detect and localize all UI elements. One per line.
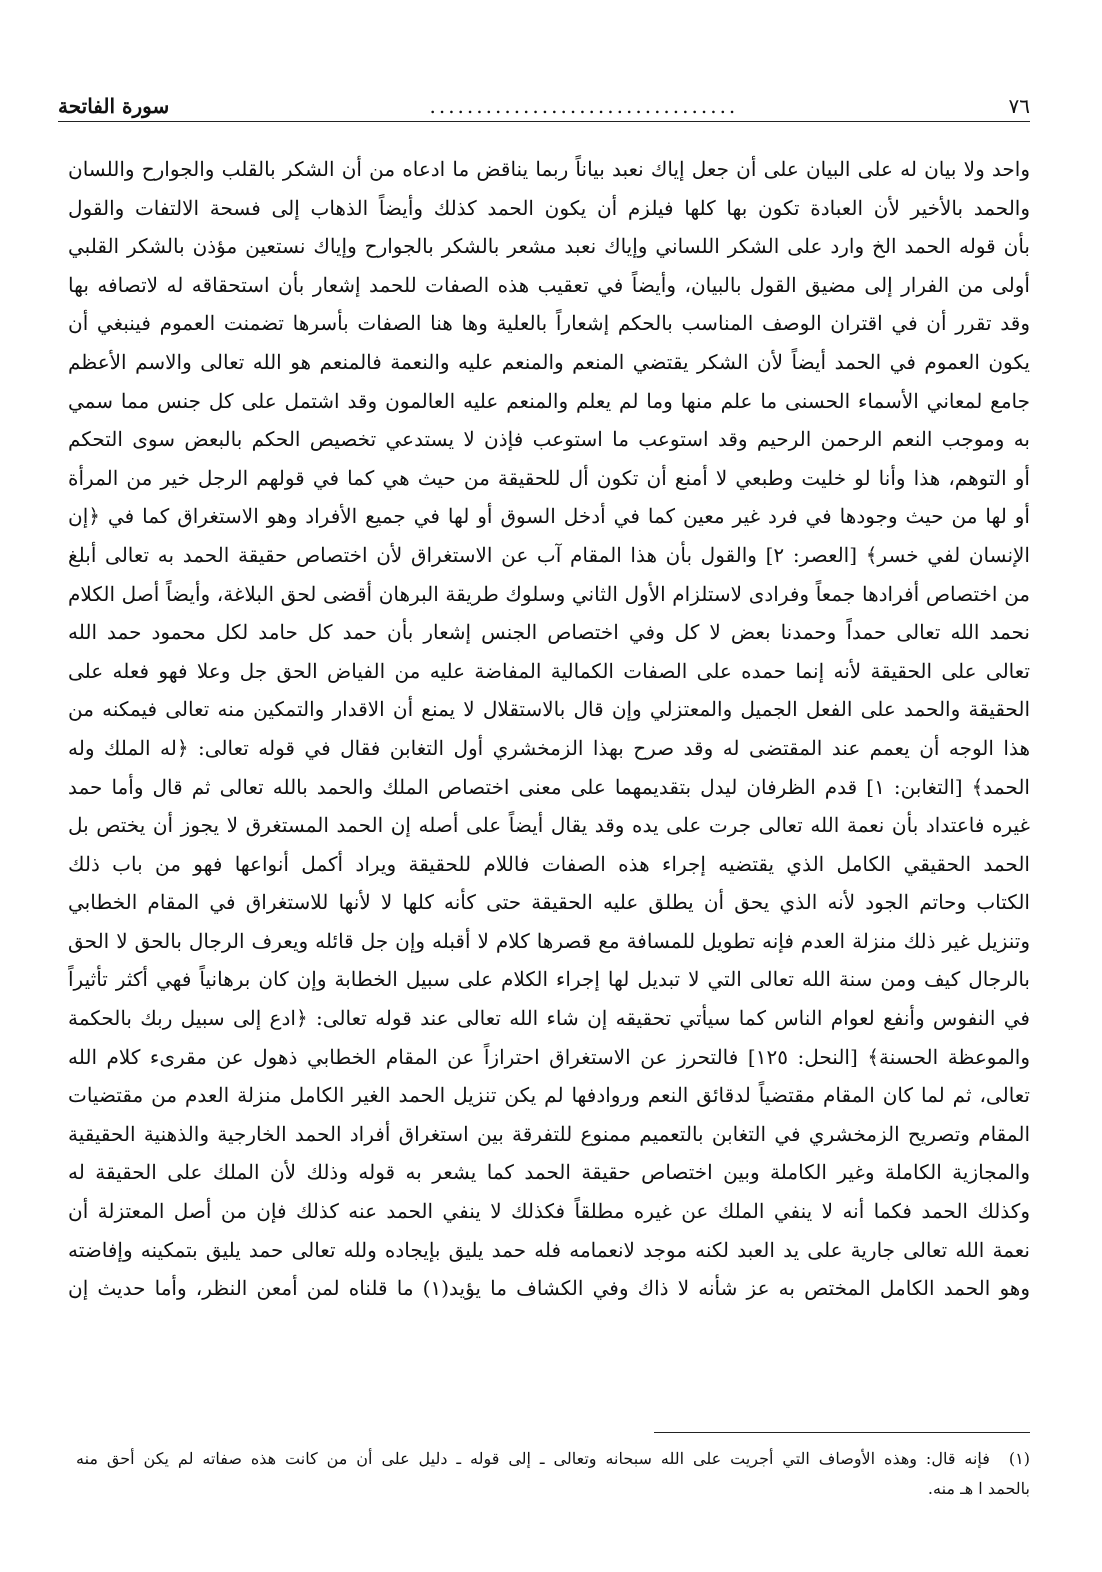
text-line: نحمد الله تعالى حمداً وحمدنا بعض لا كل وفي اختصاص الجنس إشعار بأن حمد كل حامد لكل محمود حمد الله <box>68 620 1030 645</box>
text-line: والمجازية الكاملة وغير الكاملة وبين اختصاص حقيقة الحمد كما يشعر به قوله وذلك لأن الملك على الحقيقة له <box>68 1160 1030 1185</box>
text-line: الحمد الحقيقي الكامل الذي يقتضيه إجراء هذه الصفات فاللام للحقيقة ويراد أكمل أنواعها فهو من باب ذلك <box>68 851 1030 876</box>
text-line: بأن قوله الحمد الخ وارد على الشكر اللساني وإياك نعبد مشعر بالشكر بالجوارح وإياك نستعين مؤذن بالشكر القلبي <box>68 234 1030 259</box>
footnote-line <box>76 1444 1030 1474</box>
running-header <box>58 86 1030 118</box>
text-line: تعالى، ثم لما كان المقام مقتضياً لدقائق النعم وروادفها لم يكن تنزيل الحمد الغير الكامل منزلة العدم من مقتضيات <box>68 1083 1030 1108</box>
text-line: الكتاب وحاتم الجود لأنه الذي يحق أن يطلق عليه الحقيقة حتى كأنه كلها لا لأنها للاستغراق في المقام الخطابي <box>68 890 1030 915</box>
text-line: به وموجب النعم الرحمن الرحيم وقد استوعب ما استوعب فإذن لا يستدعي تخصيص الحكم بالبعض سوى التحكم <box>68 427 1030 452</box>
text-line: أو لها من حيث وجودها في فرد غير معين كما في أدخل السوق أو لها في جميع الأفراد وهو الاستغراق كما في ﴿إن <box>68 504 1030 529</box>
text-line: وقد تقرر أن في اقتران الوصف المناسب بالحكم إشعاراً بالعلية وها هنا الصفات بأسرها تضمنت العموم فينبغي أن <box>68 311 1030 336</box>
footnote-text: فإنه قال: وهذه الأوصاف التي أجريت على الله سبحانه وتعالى ـ إلى قوله ـ دليل على أن من كانت هذه صفاته لم يكن أحق منه <box>76 1449 990 1468</box>
text-line: وتنزيل غير ذلك منزلة العدم فإنه تطويل للمسافة مع قصرها كلام لا أقبله وإن جل قائله ويعرف الرجال بالحق لا الحق <box>68 928 1030 953</box>
page-number: ٧٦ <box>1008 94 1030 118</box>
footnote-divider <box>654 1432 1030 1433</box>
footnotes <box>76 1444 1030 1504</box>
text-line: غيره فاعتداد بأن نعمة الله تعالى جرت على يده وقد يقال أيضاً على أصله إن الحمد المستغرق لا يجوز أن يختص بل <box>68 813 1030 838</box>
text-line: والحمد بالأخير لأن العبادة تكون بها كلها فيلزم أن يكون الحمد كذلك وأيضاً الذهاب إلى فسحة الالتفات والقول <box>68 195 1030 220</box>
text-line: أولى من الفرار إلى مضيق القول بالبيان، وأيضاً في تعقيب هذه الصفات للحمد إشعار بأن استحقاقه له لاتصافه بها <box>68 272 1030 297</box>
text-line: بالرجال كيف ومن سنة الله تعالى التي لا تبديل لها إجراء الكلام على سبيل الخطابة وإن كان برهانياً فهي أكثر تأثيراً <box>68 967 1030 992</box>
footnote-marker: (١) <box>1008 1449 1030 1468</box>
text-line: تعالى على الحقيقة لأنه إنما حمده على الصفات الكمالية المفاضة عليه من الفياض الحق جل وعلا فهو فعله على <box>68 658 1030 683</box>
text-line: واحد ولا بيان له على البيان على أن جعل إياك نعبد بياناً ربما يناقض ما ادعاه من أن الشكر بالقلب والجوارح واللسان <box>68 157 1030 181</box>
text-line: هذا الوجه أن يعمم عند المقتضى له وقد صرح بهذا الزمخشري أول التغابن فقال في قوله تعالى: ﴿له الملك وله <box>68 735 1030 760</box>
text-line: نعمة الله تعالى جارية على يد العبد لكنه موجد لانعمامه فله حمد يليق بإيجاده ولله تعالى حمد يليق بتمكينه وإفاضته <box>68 1237 1030 1262</box>
text-line: الحمد﴾ [التغابن: ١] قدم الظرفان ليدل بتقديمهما على معنى اختصاص الملك والحمد بالله تعالى ثم قال وأما حمد <box>68 774 1030 799</box>
text-line: جامع لمعاني الأسماء الحسنى ما علم منها وما لم يعلم والمنعم عليه العالمون وقد اشتمل على كل جنس مما سمي <box>68 388 1030 413</box>
main-text <box>68 150 1030 1308</box>
text-line: الحقيقة والحمد على الفعل الجميل والمعتزلي وإن قال بالاستقلال لا يمنع أن الاقدار والتمكين منه تعالى فيمكنه من <box>68 697 1030 722</box>
text-line: وهو الحمد الكامل المختص به عز شأنه لا ذاك وفي الكشاف ما يؤيد(١) ما قلناه لمن أمعن النظر، وأما حديث إن <box>68 1276 1030 1301</box>
text-line: في النفوس وأنفع لعوام الناس كما سيأتي تحقيقه إن شاء الله تعالى عند قوله تعالى: ﴿ادع إلى سبيل ربك بالحكمة <box>68 1006 1030 1031</box>
text-line: المقام وتصريح الزمخشري في التغابن بالتعميم ممنوع للتفرقة بين استغراق أفراد الحمد الخارجية والذهنية الحقيقية <box>68 1121 1030 1146</box>
text-line: أو التوهم، هذا وأنا لو خليت وطبعي لا أمنع أن تكون أل للحقيقة من حيث هي كما في قولهم الرجل خير من المرأة <box>68 465 1030 490</box>
text-line: وكذلك الحمد فكما أنه لا ينفي الملك عن غيره مطلقاً فكذلك لا ينفي الحمد عنه كذلك فإن من أصل المعتزلة أن <box>68 1199 1030 1224</box>
surah-title: سورة الفاتحة <box>58 94 170 118</box>
text-line: يكون العموم في الحمد أيضاً لأن الشكر يقتضي المنعم والمنعم عليه والنعمة فالمنعم هو الله تعالى والاسم الأعظم <box>68 349 1030 374</box>
text-line: من اختصاص أفرادها جمعاً وفرادى لاستلزام الأول الثاني وسلوك طريقة البرهان أقضى لحق البلاغة، وأيضاً أصل الكلام <box>68 581 1030 606</box>
leader-dots: ................................. <box>429 94 739 118</box>
text-line: والموعظة الحسنة﴾ [النحل: ١٢٥] فالتحرز عن الاستغراق احترازاً عن المقام الخطابي ذهول عن مقرىء كلام الله <box>68 1044 1030 1069</box>
header-divider <box>58 121 1030 122</box>
footnote-continuation: بالحمد ا هـ منه. <box>927 1479 1030 1498</box>
text-line: الإنسان لفي خسر﴾ [العصر: ٢] والقول بأن هذا المقام آب عن الاستغراق لأن اختصاص حقيقة الحمد به تعالى أبلغ <box>68 542 1030 567</box>
